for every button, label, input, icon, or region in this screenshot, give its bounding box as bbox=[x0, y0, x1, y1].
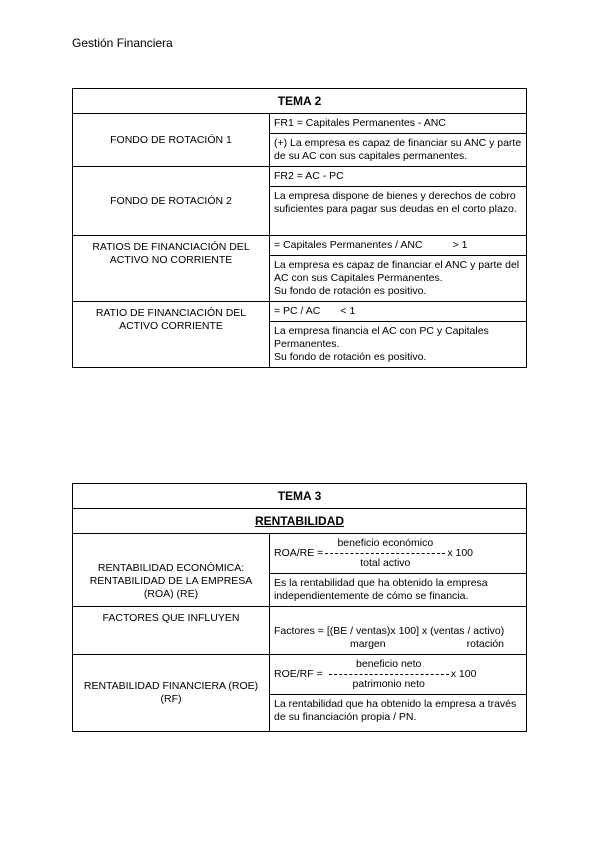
tema2-table bbox=[72, 88, 527, 368]
roe-description: La rentabilidad que ha obtenido la empresa a través de su financiación propia / PN. bbox=[270, 695, 527, 732]
ratio-ac-formula: = PC / AC bbox=[274, 305, 321, 317]
table-row bbox=[73, 236, 527, 256]
tema2-title: TEMA 2 bbox=[73, 89, 527, 114]
tema3-title: TEMA 3 bbox=[73, 484, 527, 509]
factores-labels bbox=[274, 638, 522, 651]
roa-denominator: total activo bbox=[360, 557, 411, 569]
roa-multiplier: x 100 bbox=[447, 547, 473, 559]
table-row bbox=[73, 607, 527, 655]
fondo-rotacion-2-label: FONDO DE ROTACIÓN 2 bbox=[73, 167, 270, 236]
fr2-description: La empresa dispone de bienes y derechos de cobro suficientes para pagar sus deudas en el corto plazo. bbox=[270, 187, 527, 236]
factores-cell bbox=[270, 607, 527, 655]
roe-multiplier: x 100 bbox=[450, 668, 477, 680]
ratio-anc-label: RATIOS DE FINANCIACIÓN DEL ACTIVO NO CORRIENTE bbox=[73, 236, 270, 302]
fr2-formula: FR2 = AC - PC bbox=[270, 167, 527, 187]
roa-numerator: beneficio económico bbox=[337, 537, 434, 549]
table-row bbox=[73, 302, 527, 322]
ratio-ac-description: La empresa financia el AC con PC y Capitales Permanentes. Su fondo de rotación es positivo. bbox=[270, 322, 527, 368]
ratio-anc-description: La empresa es capaz de financiar el ANC y parte del AC con sus Capitales Permanentes. Su fondo de rotación es positivo. bbox=[270, 256, 527, 302]
page-header: Gestión Financiera bbox=[72, 36, 173, 50]
rotacion-label: rotación bbox=[466, 638, 504, 650]
table-row bbox=[73, 114, 527, 134]
ratio-ac-formula-cell bbox=[270, 302, 527, 322]
fondo-rotacion-1-label: FONDO DE ROTACIÓN 1 bbox=[73, 114, 270, 167]
margen-label: margen bbox=[350, 638, 386, 650]
factores-formula: Factores = [(BE / ventas)x 100] x (ventas / activo) bbox=[274, 625, 505, 637]
roe-lhs: ROE/RF = bbox=[274, 668, 323, 680]
roa-lhs: ROA/RE = bbox=[274, 547, 324, 559]
roe-formula-cell bbox=[270, 655, 527, 695]
ratio-anc-formula-cell bbox=[270, 236, 527, 256]
ratio-ac-label: RATIO DE FINANCIACIÓN DEL ACTIVO CORRIENTE bbox=[73, 302, 270, 368]
tema3-subtitle: RENTABILIDAD bbox=[73, 509, 527, 534]
tema3-table bbox=[72, 483, 527, 732]
fraction-bar bbox=[329, 674, 449, 675]
factores-label: FACTORES QUE INFLUYEN bbox=[73, 607, 270, 655]
roe-fraction bbox=[329, 658, 449, 691]
ratio-anc-formula: = Capitales Permanentes / ANC bbox=[274, 239, 423, 251]
roa-label: RENTABILIDAD ECONÓMICA: RENTABILIDAD DE LA EMPRESA (ROA) (RE) bbox=[73, 534, 270, 607]
roa-formula-cell bbox=[270, 534, 527, 574]
table-row bbox=[73, 534, 527, 574]
fr1-description: (+) La empresa es capaz de financiar su ANC y parte de su AC con sus capitales permanentes. bbox=[270, 134, 527, 167]
roe-label: RENTABILIDAD FINANCIERA (ROE) (RF) bbox=[73, 655, 270, 732]
ratio-ac-condition: < 1 bbox=[340, 305, 356, 317]
roe-denominator: patrimonio neto bbox=[352, 678, 425, 690]
table-row bbox=[73, 655, 527, 695]
table-row bbox=[73, 167, 527, 187]
fr1-formula: FR1 = Capitales Permanentes - ANC bbox=[270, 114, 527, 134]
ratio-anc-condition: > 1 bbox=[452, 239, 468, 251]
roa-description: Es la rentabilidad que ha obtenido la empresa independientemente de cómo se financia. bbox=[270, 574, 527, 607]
roe-numerator: beneficio neto bbox=[356, 658, 422, 670]
roa-fraction bbox=[325, 537, 445, 570]
fraction-bar bbox=[325, 553, 445, 554]
